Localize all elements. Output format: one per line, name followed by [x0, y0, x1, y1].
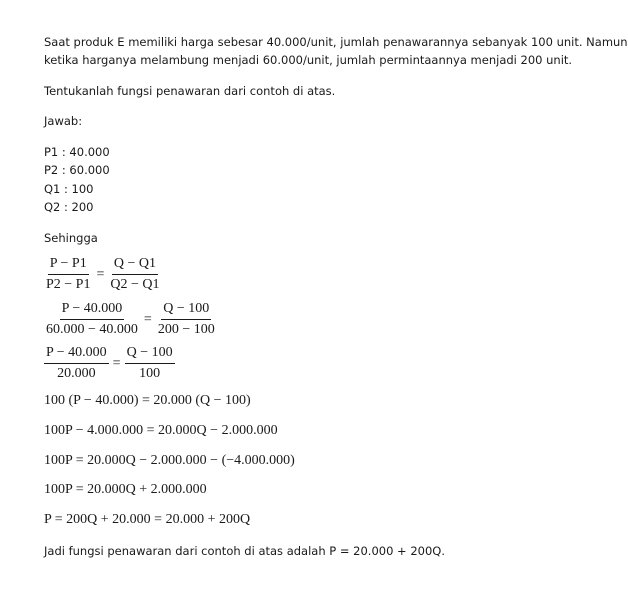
denominator: 60.000 − 40.000	[46, 322, 138, 337]
numerator: Q − 100	[161, 301, 211, 320]
given-p1: P1 : 40.000	[44, 145, 110, 159]
numerator: P − P1	[48, 256, 89, 275]
denominator: 20.000	[57, 366, 96, 381]
denominator: Q2 − Q1	[110, 277, 160, 292]
equation-line-4: 100P = 20.000Q + 2.000.000	[44, 482, 207, 497]
fraction-left-1	[44, 256, 92, 293]
question-text: Tentukanlah fungsi penawaran dari contoh di atas.	[44, 84, 336, 98]
fraction-left-3	[44, 345, 109, 382]
fraction-right-2	[156, 301, 217, 338]
fraction-left-2	[44, 301, 140, 338]
answer-label: Jawab:	[44, 114, 83, 128]
equals-sign: =	[112, 355, 121, 371]
denominator: 200 − 100	[157, 322, 215, 337]
intro-line-2: ketika harganya melambung menjadi 60.000/unit, jumlah permintaannya menjadi 200 unit.	[44, 53, 573, 67]
given-p2: P2 : 60.000	[44, 163, 110, 177]
equation-line-5: P = 200Q + 20.000 = 20.000 + 200Q	[44, 512, 251, 527]
equation-line-1: 100 (P − 40.000) = 20.000 (Q − 100)	[44, 393, 251, 408]
equals-sign: =	[143, 311, 152, 327]
numerator: Q − 100	[125, 345, 175, 364]
given-q2: Q2 : 200	[44, 200, 94, 214]
intro-line-1: Saat produk E memiliki harga sebesar 40.000/unit, jumlah penawarannya sebanyak 100 unit. Namun	[44, 35, 628, 49]
denominator: 100	[139, 366, 161, 381]
numerator: Q − Q1	[112, 256, 158, 275]
numerator: P − 40.000	[60, 301, 125, 320]
numerator: P − 40.000	[44, 345, 109, 364]
fraction-equation-1	[44, 256, 162, 293]
given-q1: Q1 : 100	[44, 182, 94, 196]
fraction-right-3	[125, 345, 175, 382]
sehingga-label: Sehingga	[44, 231, 98, 245]
fraction-right-1	[108, 256, 161, 293]
denominator: P2 − P1	[46, 277, 91, 292]
fraction-equation-3	[44, 345, 175, 382]
equals-sign: =	[96, 266, 105, 282]
conclusion-text: Jadi fungsi penawaran dari contoh di atas adalah P = 20.000 + 200Q.	[44, 544, 446, 558]
equation-line-3: 100P = 20.000Q − 2.000.000 − (−4.000.000)	[44, 453, 295, 468]
equation-line-2: 100P − 4.000.000 = 20.000Q − 2.000.000	[44, 423, 278, 438]
fraction-equation-2	[44, 301, 217, 338]
